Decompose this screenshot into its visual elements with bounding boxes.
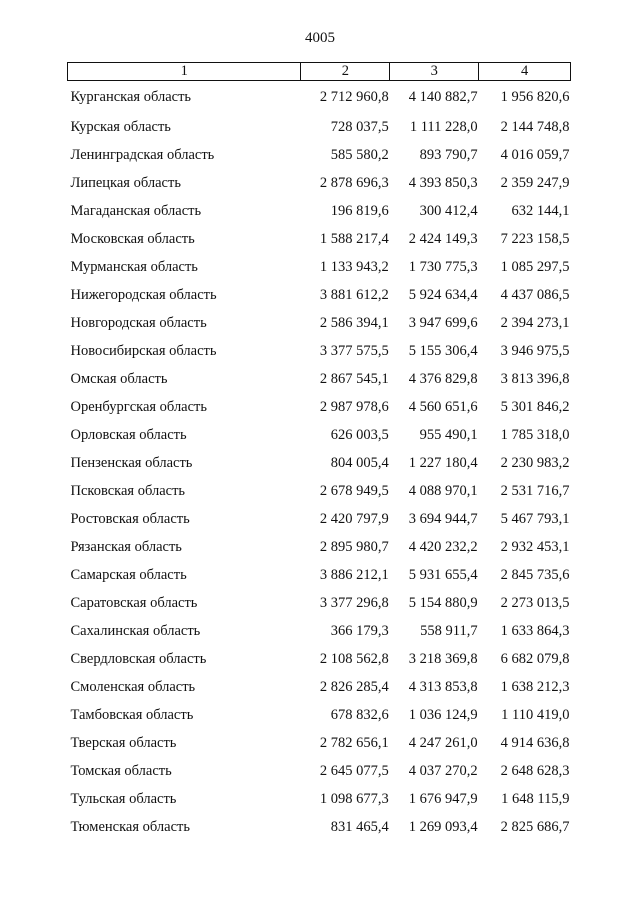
table-row [68,589,571,617]
region-name-cell: Новосибирская область [70,343,217,359]
value-cell-col3: 1 036 124,9 [408,707,478,723]
region-name-cell: Тульская область [70,791,177,807]
table-row [68,561,571,589]
column-header-4: 4 [479,63,571,81]
region-name-cell: Курская область [70,119,171,135]
value-cell-col3: 558 911,7 [420,623,478,639]
region-name-cell: Ростовская область [70,511,190,527]
value-cell-col4: 4 016 059,7 [500,147,570,163]
value-cell-col3: 4 376 829,8 [408,371,478,387]
data-table [67,62,571,841]
value-cell-col2: 2 678 949,5 [319,483,389,499]
value-cell-col4: 6 682 079,8 [500,651,570,667]
page-number: 4005 [305,30,335,46]
value-cell-col2: 2 826 285,4 [319,679,389,695]
value-cell-col3: 3 218 369,8 [408,651,478,667]
value-cell-col3: 1 730 775,3 [408,259,478,275]
region-name-cell: Тюменская область [70,819,190,835]
table-row [68,533,571,561]
value-cell-col2: 678 832,6 [330,707,389,723]
table-row [68,813,571,841]
value-cell-col3: 4 420 232,2 [408,539,478,555]
value-cell-col3: 300 412,4 [419,203,478,219]
value-cell-col3: 893 790,7 [419,147,478,163]
table-row [68,757,571,785]
value-cell-col4: 1 638 212,3 [500,679,570,695]
region-name-cell: Сахалинская область [70,623,201,639]
value-cell-col3: 4 560 651,6 [408,399,478,415]
value-cell-col3: 1 111 228,0 [409,119,478,135]
table-row [68,81,571,114]
value-cell-col2: 196 819,6 [330,203,389,219]
column-header-1: 1 [68,63,301,81]
region-name-cell: Самарская область [70,567,187,583]
value-cell-col4: 2 825 686,7 [500,819,570,835]
value-cell-col4: 1 956 820,6 [500,89,570,105]
value-cell-col4: 632 144,1 [511,203,570,219]
table-row [68,645,571,673]
value-cell-col3: 1 269 093,4 [408,819,478,835]
value-cell-col3: 4 088 970,1 [408,483,478,499]
table-row [68,701,571,729]
table-row [68,421,571,449]
value-cell-col2: 1 098 677,3 [319,791,389,807]
table-row [68,253,571,281]
column-header-2: 2 [301,63,390,81]
value-cell-col4: 2 394 273,1 [500,315,570,331]
table-body [68,81,571,842]
region-name-cell: Ленинградская область [70,147,215,163]
value-cell-col4: 1 785 318,0 [500,427,570,443]
value-cell-col3: 5 931 655,4 [408,567,478,583]
region-name-cell: Омская область [70,371,168,387]
table-row [68,141,571,169]
value-cell-col3: 2 424 149,3 [408,231,478,247]
table-row [68,393,571,421]
value-cell-col2: 2 645 077,5 [319,763,389,779]
region-name-cell: Смоленская область [70,679,196,695]
region-name-cell: Московская область [70,231,195,247]
value-cell-col2: 585 580,2 [330,147,389,163]
value-cell-col4: 2 845 735,6 [500,567,570,583]
region-name-cell: Орловская область [70,427,187,443]
value-cell-col4: 2 531 716,7 [500,483,570,499]
region-name-cell: Магаданская область [70,203,202,219]
value-cell-col3: 4 393 850,3 [408,175,478,191]
value-cell-col2: 2 867 545,1 [319,371,389,387]
value-cell-col2: 1 133 943,2 [319,259,389,275]
region-name-cell: Тамбовская область [70,707,194,723]
value-cell-col2: 2 895 980,7 [319,539,389,555]
region-name-cell: Пензенская область [70,455,193,471]
region-name-cell: Липецкая область [70,175,181,191]
value-cell-col4: 1 633 864,3 [500,623,570,639]
value-cell-col2: 3 881 612,2 [319,287,389,303]
value-cell-col4: 5 301 846,2 [500,399,570,415]
table-row [68,225,571,253]
value-cell-col3: 5 924 634,4 [408,287,478,303]
value-cell-col2: 1 588 217,4 [319,231,389,247]
region-name-cell: Томская область [70,763,172,779]
value-cell-col3: 1 227 180,4 [408,455,478,471]
value-cell-col3: 4 247 261,0 [408,735,478,751]
value-cell-col4: 4 437 086,5 [500,287,570,303]
value-cell-col2: 2 782 656,1 [319,735,389,751]
value-cell-col2: 2 987 978,6 [319,399,389,415]
region-name-cell: Курганская область [70,89,192,105]
value-cell-col2: 3 377 575,5 [319,343,389,359]
table-row [68,365,571,393]
value-cell-col4: 1 648 115,9 [501,791,570,807]
value-cell-col2: 2 420 797,9 [319,511,389,527]
value-cell-col2: 804 005,4 [330,455,389,471]
value-cell-col3: 3 694 944,7 [408,511,478,527]
value-cell-col4: 2 359 247,9 [500,175,570,191]
value-cell-col2: 728 037,5 [330,119,389,135]
table-row [68,113,571,141]
value-cell-col4: 2 648 628,3 [500,763,570,779]
value-cell-col3: 4 037 270,2 [408,763,478,779]
value-cell-col4: 1 110 419,0 [501,707,570,723]
region-name-cell: Мурманская область [70,259,198,275]
value-cell-col3: 3 947 699,6 [408,315,478,331]
value-cell-col4: 7 223 158,5 [500,231,570,247]
value-cell-col2: 3 886 212,1 [319,567,389,583]
value-cell-col4: 2 230 983,2 [500,455,570,471]
column-header-3: 3 [390,63,479,81]
table-row [68,337,571,365]
table-row [68,673,571,701]
value-cell-col4: 2 273 013,5 [500,595,570,611]
value-cell-col3: 1 676 947,9 [408,791,478,807]
region-name-cell: Саратовская область [70,595,198,611]
value-cell-col3: 4 140 882,7 [408,89,478,105]
value-cell-col2: 831 465,4 [330,819,389,835]
value-cell-col4: 3 813 396,8 [500,371,570,387]
value-cell-col3: 4 313 853,8 [408,679,478,695]
table-row [68,281,571,309]
value-cell-col2: 3 377 296,8 [319,595,389,611]
value-cell-col2: 2 108 562,8 [319,651,389,667]
region-name-cell: Рязанская область [70,539,182,555]
value-cell-col2: 2 712 960,8 [319,89,389,105]
value-cell-col4: 2 932 453,1 [500,539,570,555]
region-name-cell: Нижегородская область [70,287,217,303]
table-row [68,729,571,757]
table-row [68,309,571,337]
table-row [68,505,571,533]
table-row [68,785,571,813]
header-row [68,63,571,81]
table-row [68,477,571,505]
value-cell-col2: 366 179,3 [330,623,389,639]
region-name-cell: Оренбургская область [70,399,208,415]
value-cell-col2: 2 878 696,3 [319,175,389,191]
region-name-cell: Псковская область [70,483,186,499]
value-cell-col2: 626 003,5 [330,427,389,443]
region-name-cell: Новгородская область [70,315,207,331]
table-row [68,449,571,477]
table-row [68,169,571,197]
value-cell-col4: 5 467 793,1 [500,511,570,527]
region-name-cell: Свердловская область [70,651,207,667]
table-row [68,197,571,225]
value-cell-col4: 3 946 975,5 [500,343,570,359]
value-cell-col3: 955 490,1 [419,427,478,443]
value-cell-col3: 5 154 880,9 [408,595,478,611]
value-cell-col4: 1 085 297,5 [500,259,570,275]
region-name-cell: Тверская область [70,735,177,751]
value-cell-col4: 2 144 748,8 [500,119,570,135]
value-cell-col2: 2 586 394,1 [319,315,389,331]
value-cell-col3: 5 155 306,4 [408,343,478,359]
value-cell-col4: 4 914 636,8 [500,735,570,751]
table-row [68,617,571,645]
